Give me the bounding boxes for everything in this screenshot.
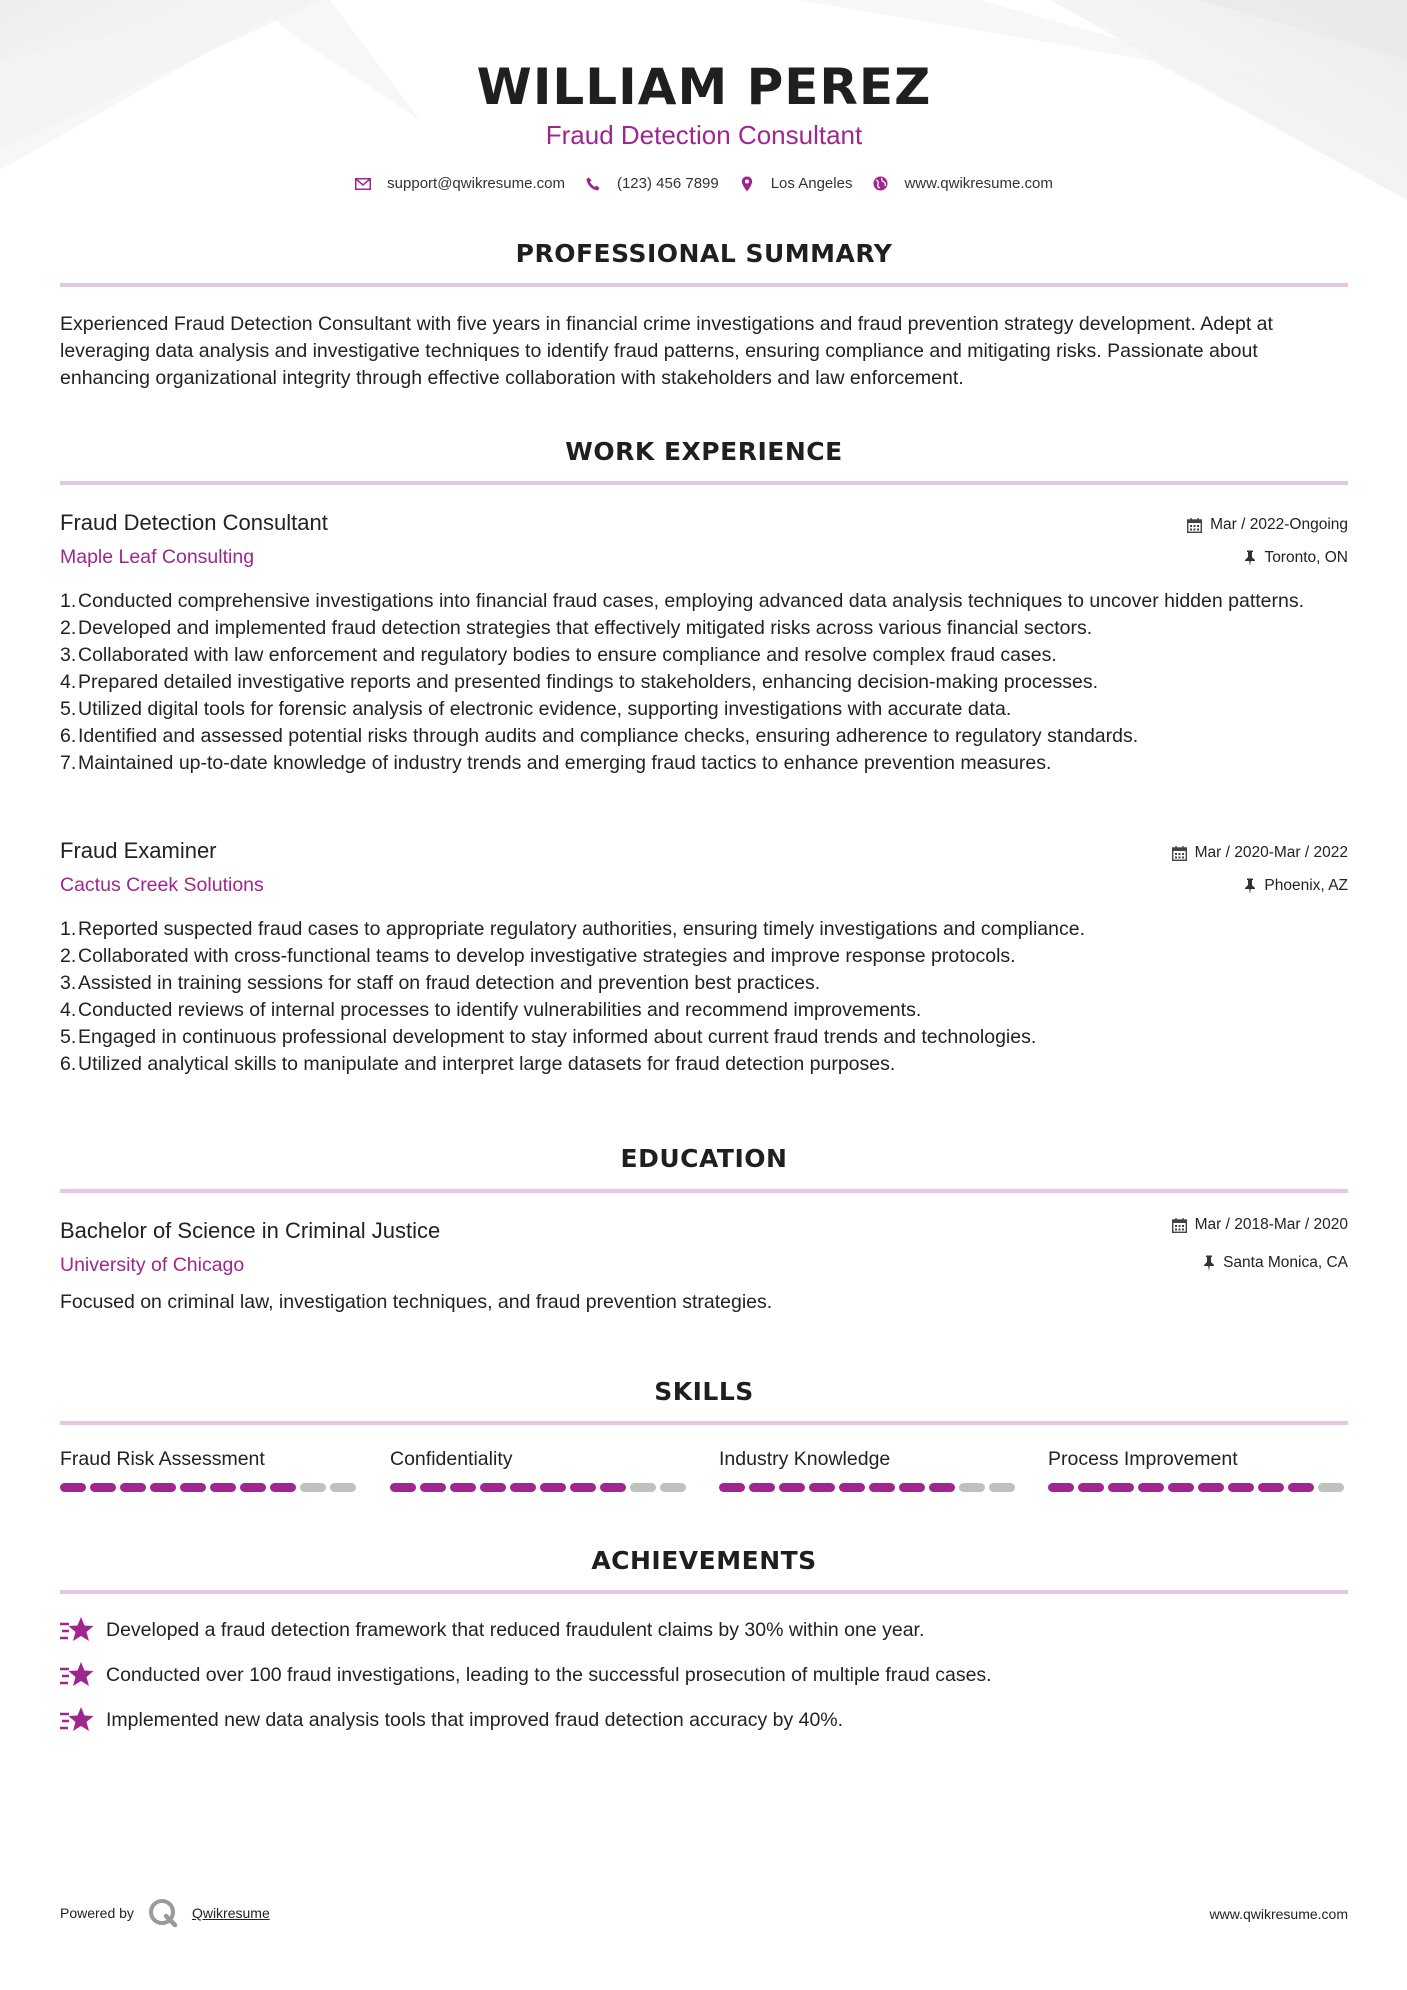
job-bullets — [60, 588, 1348, 777]
pushpin-icon — [1244, 550, 1256, 566]
skill-item — [60, 1448, 360, 1492]
skill-segment-filled — [210, 1483, 236, 1492]
contact-phone-text: (123) 456 7899 — [616, 175, 719, 192]
job-company: Cactus Creek Solutions — [60, 874, 264, 896]
calendar-icon — [1187, 518, 1202, 533]
skills-heading: SKILLS — [654, 1377, 754, 1406]
education-description: Focused on criminal law, investigation techniques, and fraud prevention strategies. — [60, 1291, 773, 1313]
education-dates — [1172, 1216, 1348, 1234]
skill-segment-empty — [300, 1483, 326, 1492]
skill-segment-filled — [90, 1483, 116, 1492]
candidate-name: WILLIAM PEREZ — [476, 58, 932, 116]
job-location — [1244, 877, 1348, 895]
list-item: 3. Assisted in training sessions for staff on fraud detection and prevention best practices. — [60, 972, 821, 994]
achievement-text: Developed a fraud detection framework that reduced fraudulent claims by 30% within one year. — [106, 1618, 925, 1641]
contact-location-text: Los Angeles — [770, 175, 853, 192]
skill-segment-filled — [450, 1483, 476, 1492]
star-icon — [60, 1706, 94, 1734]
phone-icon — [585, 176, 601, 192]
skill-item — [719, 1448, 1019, 1492]
skill-segment-filled — [600, 1483, 626, 1492]
skill-segment-filled — [120, 1483, 146, 1492]
map-pin-icon — [739, 176, 755, 192]
footer-powered-by — [60, 1898, 270, 1928]
list-item: 1. Reported suspected fraud cases to appropriate regulatory authorities, ensuring timely investigations and compliance. — [60, 918, 1085, 940]
contact-email[interactable] — [355, 175, 565, 192]
education-divider — [60, 1189, 1348, 1193]
job-title: Fraud Detection Consultant — [60, 510, 328, 535]
skill-segment-filled — [1108, 1483, 1134, 1492]
list-item: 6. Utilized analytical skills to manipulate and interpret large datasets for fraud detection purposes. — [60, 1053, 896, 1075]
skill-segment-filled — [60, 1483, 86, 1492]
skill-level-bar — [60, 1483, 360, 1492]
job-company: Maple Leaf Consulting — [60, 546, 255, 568]
skill-name: Industry Knowledge — [719, 1448, 891, 1470]
star-icon — [60, 1616, 94, 1644]
skill-segment-filled — [749, 1483, 775, 1492]
education-school: University of Chicago — [60, 1254, 245, 1276]
skill-segment-filled — [510, 1483, 536, 1492]
skill-segment-filled — [1258, 1483, 1284, 1492]
skill-segment-filled — [1198, 1483, 1224, 1492]
skill-name: Confidentiality — [390, 1448, 513, 1470]
skill-segment-filled — [1048, 1483, 1074, 1492]
summary-divider — [60, 283, 1348, 287]
skill-segment-filled — [150, 1483, 176, 1492]
contact-phone[interactable] — [585, 175, 719, 192]
list-item: 4. Conducted reviews of internal processes to identify vulnerabilities and recommend improvements. — [60, 999, 922, 1021]
job-location — [1244, 549, 1348, 567]
star-icon — [60, 1661, 94, 1689]
job-dates — [1187, 516, 1348, 534]
skill-segment-filled — [1168, 1483, 1194, 1492]
skill-segment-filled — [540, 1483, 566, 1492]
list-item: 4. Prepared detailed investigative reports and presented findings to stakeholders, enhancing decision-making processes. — [60, 671, 1099, 693]
education-location-text: Santa Monica, CA — [1223, 1254, 1348, 1271]
skill-segment-filled — [240, 1483, 266, 1492]
skill-segment-empty — [330, 1483, 356, 1492]
summary-text: Experienced Fraud Detection Consultant with five years in financial crime investigations and fraud prevention strategy development. Adept at leveraging data analysis and investigative techniques to identify fraud patterns, ensuring compliance and mitigating risks. Passionate about enhancing organizational integrity through effective collaboration with stakeholders and law enforcement. — [60, 313, 1273, 389]
job-dates-text: Mar / 2022-Ongoing — [1210, 516, 1348, 533]
calendar-icon — [1172, 846, 1187, 861]
skill-segment-filled — [809, 1483, 835, 1492]
skill-level-bar — [1048, 1483, 1348, 1492]
skill-segment-filled — [1228, 1483, 1254, 1492]
job-location-text: Phoenix, AZ — [1264, 877, 1348, 894]
contact-website-text: www.qwikresume.com — [904, 175, 1053, 192]
skill-segment-filled — [180, 1483, 206, 1492]
skill-segment-filled — [1288, 1483, 1314, 1492]
skill-segment-filled — [929, 1483, 955, 1492]
list-item: 2. Collaborated with cross-functional teams to develop investigative strategies and improve response protocols. — [60, 945, 1016, 967]
list-item: 5. Engaged in continuous professional development to stay informed about current fraud trends and technologies. — [60, 1026, 1037, 1048]
contact-bar — [60, 175, 1348, 192]
list-item: 1. Conducted comprehensive investigations into financial fraud cases, employing advanced data analysis techniques to uncover hidden patterns. — [60, 590, 1305, 612]
list-item: 7. Maintained up-to-date knowledge of industry trends and emerging fraud tactics to enhance prevention measures. — [60, 752, 1052, 774]
contact-email-text: support@qwikresume.com — [387, 175, 565, 192]
job-bullets — [60, 916, 1348, 1078]
candidate-title: Fraud Detection Consultant — [545, 120, 863, 150]
contact-location — [739, 175, 853, 192]
list-item: 6. Identified and assessed potential risks through audits and compliance checks, ensuring adherence to regulatory standards. — [60, 725, 1139, 747]
skill-level-bar — [719, 1483, 1019, 1492]
qwikresume-logo-icon — [148, 1898, 178, 1928]
powered-by-label: Powered by — [60, 1905, 134, 1921]
list-item: 5. Utilized digital tools for forensic analysis of electronic evidence, supporting investigations with accurate data. — [60, 698, 1012, 720]
skill-segment-filled — [719, 1483, 745, 1492]
achievements-heading: ACHIEVEMENTS — [591, 1546, 817, 1575]
job-location-text: Toronto, ON — [1264, 549, 1348, 566]
experience-heading: WORK EXPERIENCE — [565, 437, 843, 466]
skill-name: Process Improvement — [1048, 1448, 1238, 1470]
skill-segment-empty — [660, 1483, 686, 1492]
list-item: 2. Developed and implemented fraud detection strategies that effectively mitigated risks across various financial sectors. — [60, 617, 1093, 639]
achievement-item — [60, 1616, 924, 1644]
list-item: 3. Collaborated with law enforcement and regulatory bodies to ensure compliance and resolve complex fraud cases. — [60, 644, 1057, 666]
skills-divider — [60, 1421, 1348, 1425]
contact-website[interactable] — [872, 175, 1052, 192]
skill-name: Fraud Risk Assessment — [60, 1448, 265, 1470]
globe-icon — [872, 176, 888, 192]
skill-segment-filled — [480, 1483, 506, 1492]
skill-segment-empty — [989, 1483, 1015, 1492]
skill-segment-filled — [390, 1483, 416, 1492]
education-degree: Bachelor of Science in Criminal Justice — [60, 1218, 441, 1243]
skill-segment-filled — [270, 1483, 296, 1492]
achievement-item — [60, 1706, 843, 1734]
summary-heading: PROFESSIONAL SUMMARY — [515, 239, 893, 268]
skill-item — [1048, 1448, 1348, 1492]
skill-segment-empty — [1318, 1483, 1344, 1492]
skill-segment-empty — [630, 1483, 656, 1492]
education-location — [1203, 1254, 1348, 1272]
achievement-text: Implemented new data analysis tools that improved fraud detection accuracy by 40%. — [106, 1708, 844, 1731]
job-dates-text: Mar / 2020-Mar / 2022 — [1194, 844, 1348, 861]
skill-level-bar — [390, 1483, 690, 1492]
skill-segment-filled — [1138, 1483, 1164, 1492]
skill-segment-empty — [959, 1483, 985, 1492]
calendar-icon — [1172, 1218, 1187, 1233]
job-title: Fraud Examiner — [60, 838, 217, 863]
skill-segment-filled — [570, 1483, 596, 1492]
experience-divider — [60, 481, 1348, 485]
education-dates-text: Mar / 2018-Mar / 2020 — [1194, 1216, 1348, 1233]
pushpin-icon — [1244, 878, 1256, 894]
skill-item — [390, 1448, 690, 1492]
pushpin-icon — [1203, 1255, 1215, 1271]
skill-segment-filled — [899, 1483, 925, 1492]
skill-segment-filled — [869, 1483, 895, 1492]
achievements-divider — [60, 1590, 1348, 1594]
achievement-text: Conducted over 100 fraud investigations, leading to the successful prosecution of multiple fraud cases. — [106, 1663, 992, 1686]
skill-segment-filled — [420, 1483, 446, 1492]
job-dates — [1172, 844, 1348, 862]
education-heading: EDUCATION — [620, 1144, 788, 1173]
skill-segment-filled — [839, 1483, 865, 1492]
qwikresume-link[interactable]: Qwikresume — [191, 1905, 270, 1921]
achievement-item — [60, 1661, 992, 1689]
skill-segment-filled — [1078, 1483, 1104, 1492]
footer-website[interactable]: www.qwikresume.com — [1209, 1906, 1348, 1922]
skill-segment-filled — [779, 1483, 805, 1492]
envelope-icon — [355, 176, 371, 192]
